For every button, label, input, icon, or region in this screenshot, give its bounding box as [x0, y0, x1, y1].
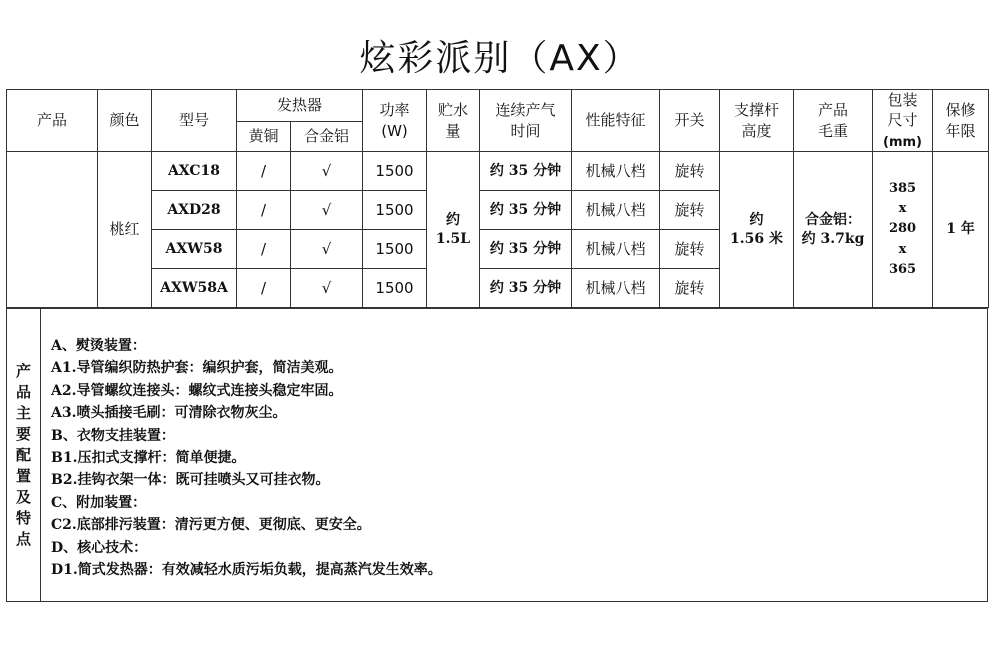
alloy-cell: √ [291, 269, 363, 308]
warranty-cell: 1 年 [933, 152, 989, 308]
performance-cell: 机械八档 [572, 152, 660, 191]
feature-line: B、衣物支挂装置： [51, 427, 175, 444]
time-cell: 约 35 分钟 [480, 230, 572, 269]
header-steam-time: 连续产气 时间 [480, 90, 572, 152]
header-switch: 开关 [660, 90, 720, 152]
alloy-cell: √ [291, 152, 363, 191]
header-product: 产品 [7, 90, 98, 152]
alloy-cell: √ [291, 191, 363, 230]
feature-line: C2.底部排污装置：清污更方便、更彻底、更安全。 [51, 517, 371, 534]
header-pole: 支撑杆 高度 [720, 90, 794, 152]
alloy-cell: √ [291, 230, 363, 269]
switch-cell: 旋转 [660, 269, 720, 308]
copper-cell: / [237, 269, 291, 308]
table-row [7, 152, 989, 191]
header-heater-alloy: 合金铝 [291, 122, 363, 152]
header-tank: 贮水 量 [427, 90, 480, 152]
tank-cell: 约 1.5L [427, 152, 480, 308]
feature-line: C、附加装置： [51, 494, 147, 511]
power-cell: 1500 [363, 230, 427, 269]
switch-cell: 旋转 [660, 191, 720, 230]
feature-line: B1.压扣式支撑杆：简单便捷。 [51, 450, 246, 467]
product-cell [7, 152, 98, 308]
color-cell: 桃红 [98, 152, 152, 308]
header-performance: 性能特征 [572, 90, 660, 152]
performance-cell: 机械八档 [572, 269, 660, 308]
features-side-label: 产品主要配置及特点 [7, 309, 41, 601]
time-cell: 约 35 分钟 [480, 152, 572, 191]
power-cell: 1500 [363, 152, 427, 191]
feature-line: B2.挂钩衣架一体：既可挂喷头又可挂衣物。 [51, 472, 330, 489]
header-pack: 包装 尺寸 (mm) [873, 90, 933, 152]
header-heater: 发热器 [237, 90, 363, 122]
feature-line: A3.喷头插接毛刷：可清除衣物灰尘。 [51, 405, 287, 422]
power-cell: 1500 [363, 269, 427, 308]
switch-cell: 旋转 [660, 152, 720, 191]
feature-line: D1.简式发热器：有效减轻水质污垢负载，提高蒸汽发生效率。 [51, 562, 442, 579]
switch-cell: 旋转 [660, 230, 720, 269]
pole-cell: 约 1.56 米 [720, 152, 794, 308]
model-cell: AXC18 [152, 152, 237, 191]
time-cell: 约 35 分钟 [480, 191, 572, 230]
features-section [6, 308, 988, 602]
time-cell: 约 35 分钟 [480, 269, 572, 308]
performance-cell: 机械八档 [572, 191, 660, 230]
feature-line: A、熨烫装置： [51, 338, 146, 354]
feature-line: D、核心技术： [51, 539, 148, 556]
spec-table [6, 89, 989, 308]
model-cell: AXW58 [152, 230, 237, 269]
header-warranty: 保修 年限 [933, 90, 989, 152]
header-weight: 产品 毛重 [794, 90, 873, 152]
weight-cell: 合金铝： 约 3.7kg [794, 152, 873, 308]
page-title: 炫彩派别（AX） [359, 38, 641, 79]
header-power: 功率 (W) [363, 90, 427, 152]
copper-cell: / [237, 152, 291, 191]
header-heater-copper: 黄铜 [237, 122, 291, 152]
features-list [51, 335, 442, 581]
model-cell: AXW58A [152, 269, 237, 308]
model-cell: AXD28 [152, 191, 237, 230]
performance-cell: 机械八档 [572, 230, 660, 269]
feature-line: A2.导管螺纹连接头：螺纹式连接头稳定牢固。 [51, 382, 343, 399]
feature-line: A1.导管编织防热护套：编织护套，简洁美观。 [51, 360, 343, 377]
header-color: 颜色 [98, 90, 152, 152]
power-cell: 1500 [363, 191, 427, 230]
copper-cell: / [237, 191, 291, 230]
copper-cell: / [237, 230, 291, 269]
header-model: 型号 [152, 90, 237, 152]
pack-cell: 385 x 280 x 365 [873, 152, 933, 308]
